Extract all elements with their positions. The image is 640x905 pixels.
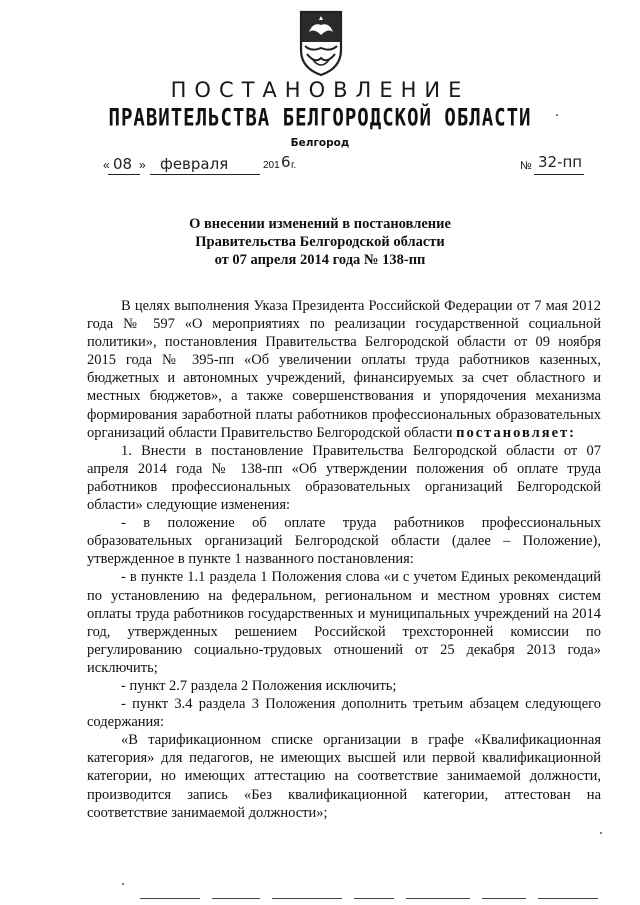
clause-1-1-paragraph: - в пункте 1.1 раздела 1 Положения слова «и с учетом Единых рекомендаций по установлению на федеральном, региональном и местном уровнях систем оплаты труда работников государственных и муниципальных учреждений на 2014 год, утвержденных решением Российской трехсторонней комиссии по регулированию социально-трудовых отношений от 25 декабря 2013 года» исключить; bbox=[87, 569, 601, 676]
regulation-change-paragraph: - в положение об оплате труда работников профессиональных образовательных организаций Белгородской области (далее – Положение), утвержденное в пункте 1 названного постановления: bbox=[87, 515, 601, 568]
date-day: 08 bbox=[113, 155, 133, 173]
title-line-2: Правительства Белгородской области bbox=[195, 234, 445, 250]
date-year-digit: 6 bbox=[281, 153, 291, 171]
month-underline bbox=[150, 174, 260, 175]
document-title bbox=[150, 215, 490, 269]
clause-3-4-paragraph: - пункт 3.4 раздела 3 Положения дополнить третьим абзацем следующего содержания: bbox=[87, 696, 601, 731]
document-type-heading: ПОСТАНОВЛЕНИЕ bbox=[170, 78, 470, 102]
page-bottom-lines bbox=[140, 898, 600, 902]
date-year-prefix: 201 bbox=[263, 160, 280, 171]
date-month: февраля bbox=[160, 155, 229, 173]
document-number: 32-пп bbox=[538, 153, 583, 171]
day-underline bbox=[108, 174, 140, 175]
preamble-text: В целях выполнения Указа Президента Российской Федерации от 7 мая 2012 года № 597 «О мероприятиях по реализации государственной социальной политики», постановления Правительства Белгородской области от 09 ноября 2015 года № 395-пп «Об увеличении оплаты труда работников казенных, бюджетных и автономных учреждений, финансируемых за счет областного и местных бюджетов», а также совершенствования и упорядочения механизма формирования заработной платы работников профессиональных образовательных организаций области Правительство Белгородской области bbox=[87, 298, 601, 441]
quoted-amendment-paragraph: «В тарификационном списке организации в графе «Квалификационная категория» для педагогов, не имеющих высшей или первой квалификационной категории, но имеющих аттестацию на соответствие занимаемой должности, производится запись «Без квалификационной категории, аттестован на соответствие занимаемой должности»; bbox=[87, 732, 601, 821]
date-year-suffix: г. bbox=[291, 160, 297, 171]
clause-2-7-paragraph: - пункт 2.7 раздела 2 Положения исключить; bbox=[121, 677, 397, 694]
title-line-1: О внесении изменений в постановление bbox=[189, 216, 451, 232]
scan-speck bbox=[556, 114, 558, 116]
city-name: Белгород bbox=[290, 137, 350, 149]
scan-speck bbox=[600, 832, 602, 834]
date-open-quote: « bbox=[103, 158, 110, 172]
date-close-quote: » bbox=[139, 158, 146, 172]
preamble-paragraph bbox=[87, 297, 601, 442]
number-label: № bbox=[520, 160, 532, 172]
number-underline bbox=[534, 174, 584, 175]
coat-of-arms-icon bbox=[295, 8, 347, 78]
date-number-row bbox=[0, 150, 640, 176]
title-line-3: от 07 апреля 2014 года № 138-пп bbox=[214, 252, 426, 268]
item-1-paragraph: 1. Внести в постановление Правительства Белгородской области от 07 апреля 2014 года № 138-пп «Об утверждении положения об оплате труда работников профессиональных образовательных организаций Белгородской области» следующие изменения: bbox=[87, 442, 601, 514]
issuing-authority-heading: ПРАВИТЕЛЬСТВА БЕЛГОРОДСКОЙ ОБЛАСТИ bbox=[108, 104, 532, 132]
resolves-keyword: постановляет: bbox=[456, 424, 576, 441]
scan-speck bbox=[122, 883, 124, 885]
document-body bbox=[87, 297, 601, 822]
